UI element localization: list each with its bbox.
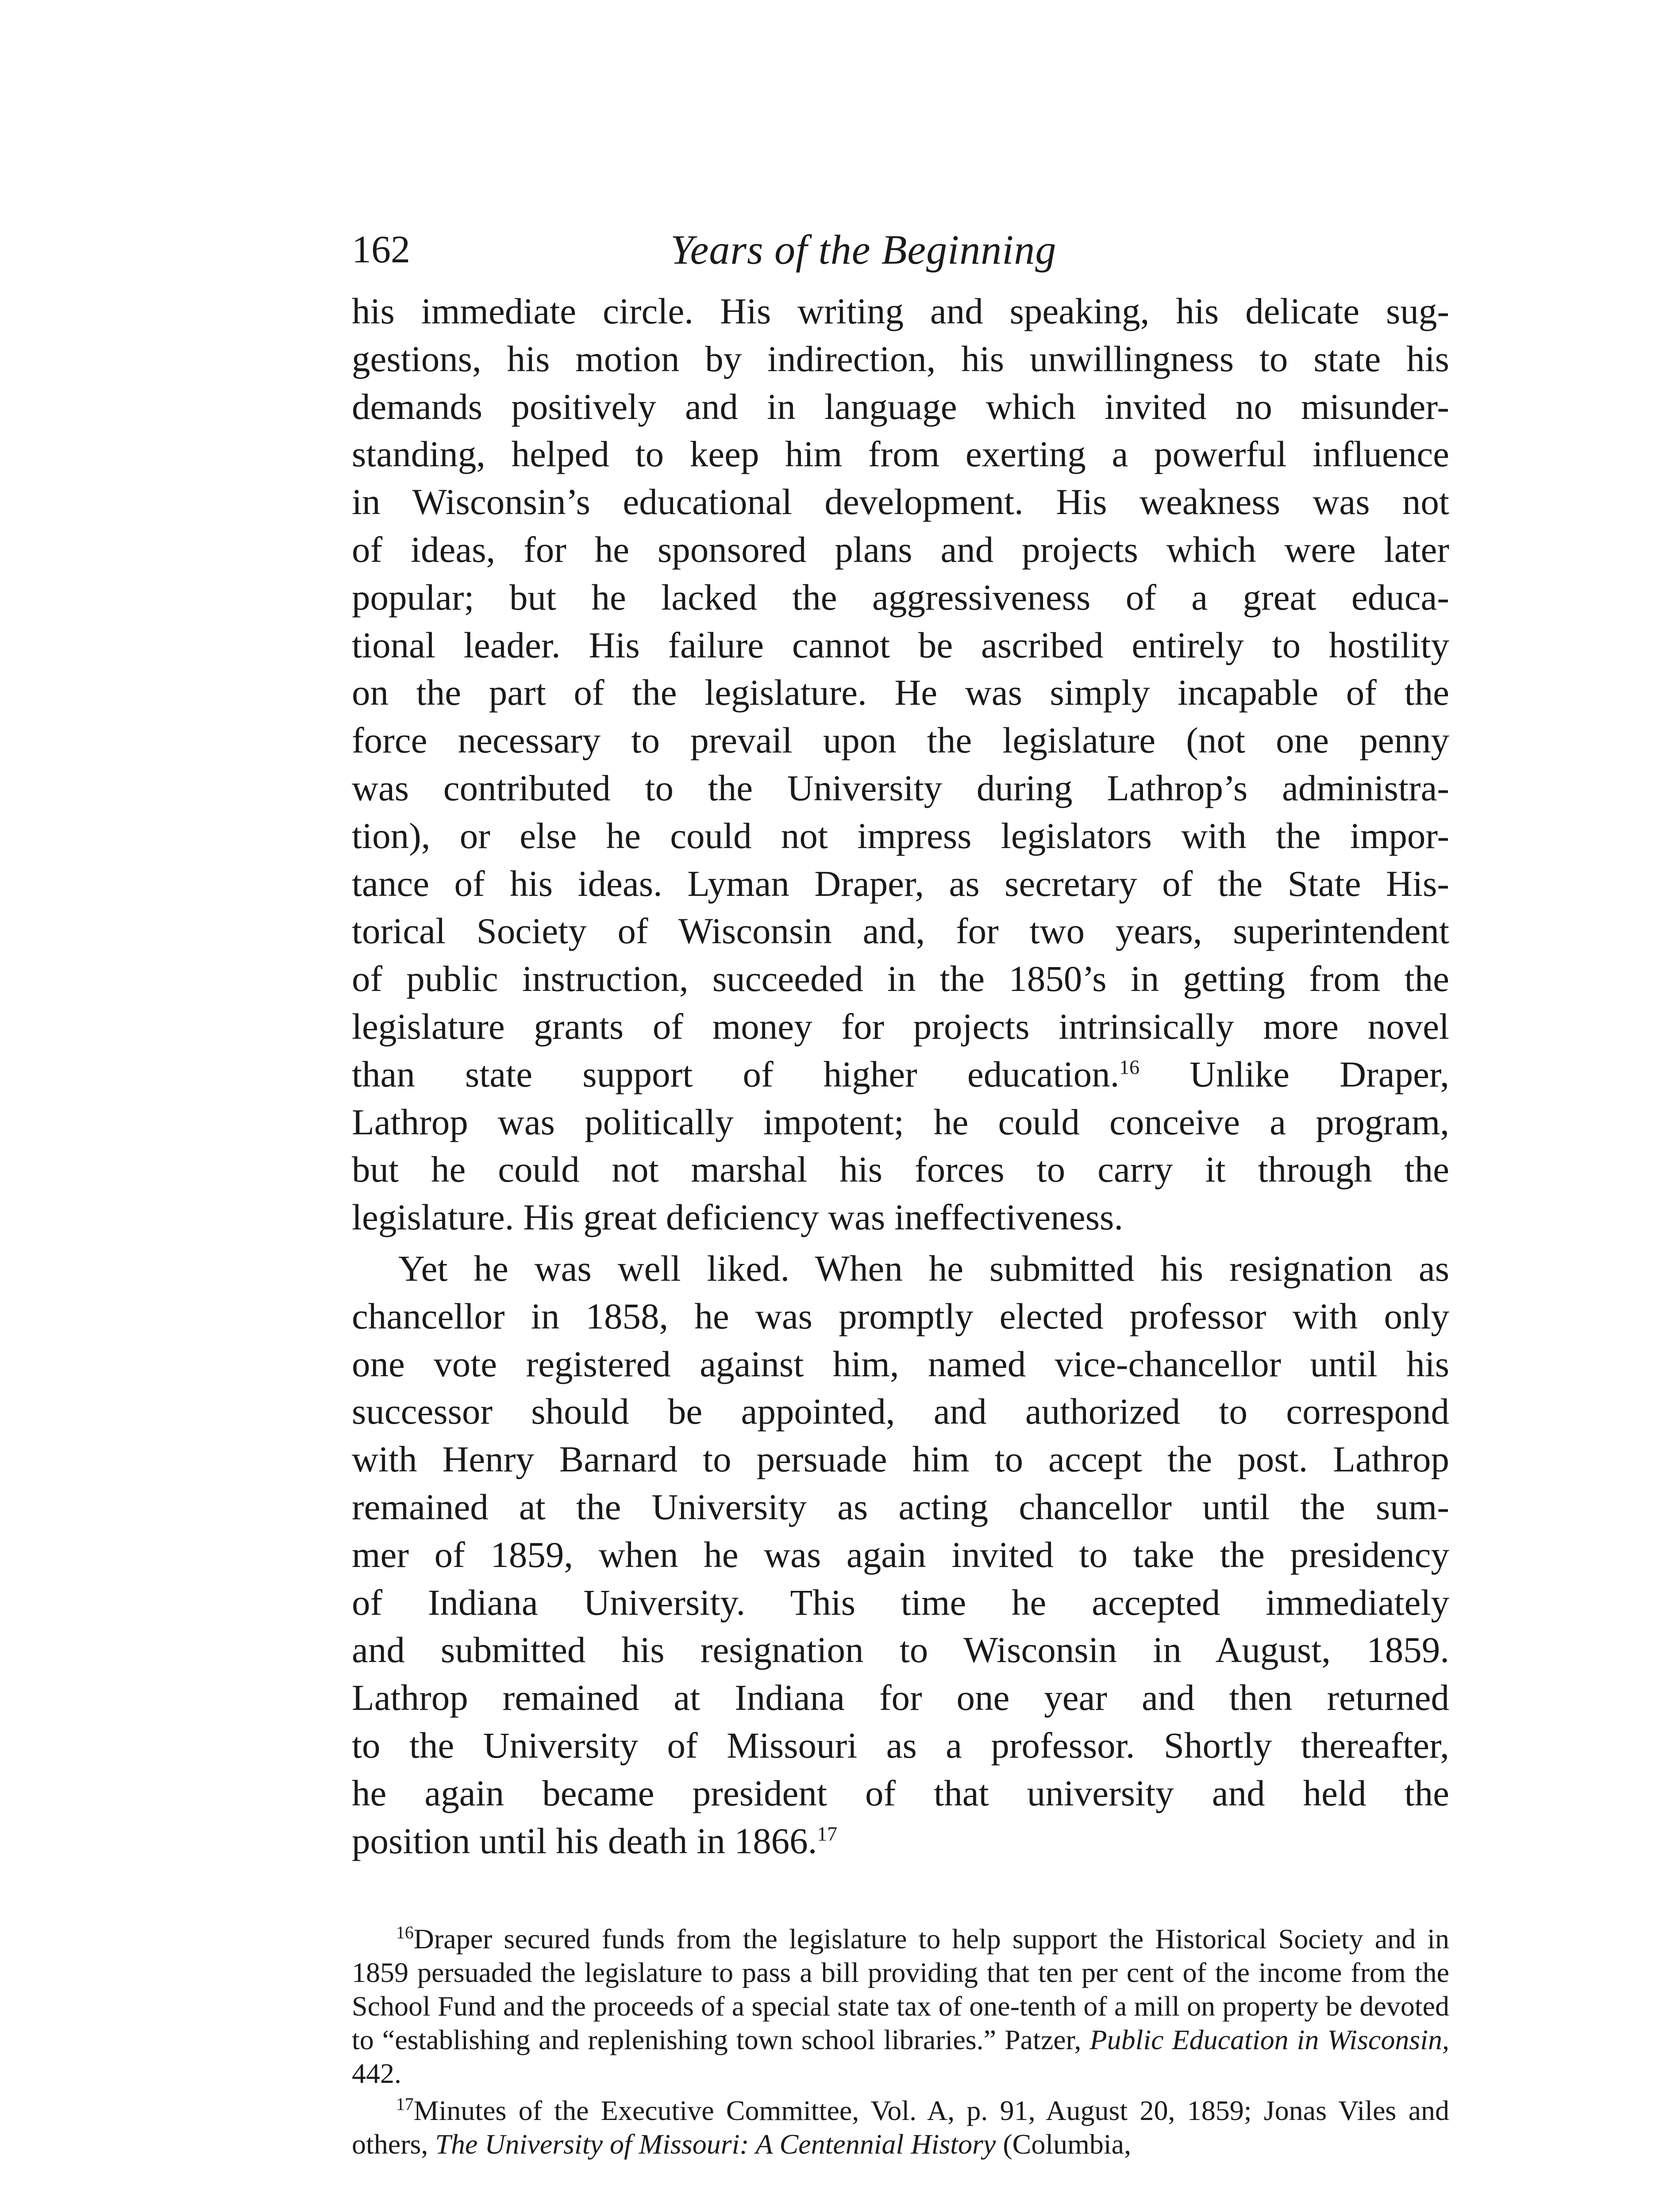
paragraph [352, 288, 1449, 1241]
line-text: position until his death in 1866. [352, 1820, 817, 1861]
footnotes [352, 1922, 1449, 2165]
body-text [352, 288, 1449, 1865]
footnote-mark: 16 [396, 1923, 414, 1943]
text-line: successor should be appointed, and authorized to correspond [352, 1391, 1449, 1432]
text-line: legislature grants of money for projects intrinsically more novel [352, 1006, 1449, 1047]
text-line: tance of his ideas. Lyman Draper, as secretary of the State His- [352, 863, 1449, 904]
paragraph [352, 1245, 1449, 1865]
text-line: and submitted his resignation to Wisconsin in August, 1859. [352, 1629, 1449, 1671]
footnote-text-tail: 442. [352, 2058, 401, 2089]
footnote-16 [352, 1922, 1449, 2090]
text-line: legislature. His great deficiency was ineffectiveness. [352, 1197, 1124, 1238]
text-line: was contributed to the University during Lathrop’s administra- [352, 767, 1449, 808]
text-line: gestions, his motion by indirection, his unwillingness to state his [352, 338, 1449, 379]
text-line: Yet he was well liked. When he submitted his resignation as [398, 1248, 1449, 1289]
footnote-text: Draper secured funds from the legislature to help support the Historical Society and in 1859 persuaded the legislature to pass a bill providing that ten per cent of the income from the School Fund and the proceeds of a special state tax of one-tenth of a mill on property be devoted to “establishing and replenishing town school libraries.” Patzer, [352, 1923, 1449, 2055]
text-line: to the University of Missouri as a professor. Shortly thereafter, [352, 1724, 1449, 1766]
text-line: tional leader. His failure cannot be ascribed entirely to hostility [352, 624, 1449, 665]
text-line: remained at the University as acting chancellor until the sum- [352, 1486, 1449, 1527]
footnote-ref-17: 17 [817, 1822, 837, 1845]
page-number: 162 [352, 228, 410, 271]
text-line: his immediate circle. His writing and speaking, his delicate sug- [352, 291, 1449, 331]
line-text: than state support of higher education. [352, 1053, 1120, 1094]
text-line-with-footnote-ref [352, 1817, 1449, 1865]
text-line: but he could not marshal his forces to carry it through the [352, 1149, 1449, 1190]
text-line: demands positively and in language which invited no misunder- [352, 386, 1449, 427]
text-line: torical Society of Wisconsin and, for two years, superintendent [352, 910, 1449, 952]
text-line: Lathrop was politically impotent; he could conceive a program, [352, 1101, 1449, 1142]
footnote-text-tail: (Columbia, [996, 2128, 1132, 2160]
text-line: popular; but he lacked the aggressiveness of a great educa- [352, 576, 1449, 618]
text-line: of public instruction, succeeded in the 1850’s in getting from the [352, 958, 1449, 999]
text-line: on the part of the legislature. He was simply incapable of the [352, 672, 1449, 713]
footnote-title: Public Education in Wisconsin, [1089, 2024, 1450, 2055]
text-line: standing, helped to keep him from exerting a powerful influence [352, 434, 1449, 475]
footnote-ref-16: 16 [1119, 1056, 1139, 1079]
text-line: in Wisconsin’s educational development. His weakness was not [352, 481, 1449, 522]
text-line-with-footnote-ref [352, 1051, 1449, 1098]
text-line: one vote registered against him, named vice-chancellor until his [352, 1343, 1449, 1384]
line-text: Unlike Draper, [1139, 1053, 1449, 1094]
text-line: force necessary to prevail upon the legislature (not one penny [352, 720, 1449, 761]
page-header [352, 221, 1449, 279]
text-line: tion), or else he could not impress legislators with the impor- [352, 815, 1449, 856]
text-line: of Indiana University. This time he accepted immediately [352, 1582, 1449, 1623]
footnote-17 [352, 2094, 1449, 2161]
text-line: mer of 1859, when he was again invited to take the presidency [352, 1534, 1449, 1575]
footnote-title: The University of Missouri: A Centennial History [435, 2128, 996, 2160]
running-title: Years of the Beginning [670, 227, 1057, 273]
text-line: chancellor in 1858, he was promptly elected professor with only [352, 1295, 1449, 1336]
text-line: Lathrop remained at Indiana for one year and then returned [352, 1677, 1449, 1718]
text-line: of ideas, for he sponsored plans and projects which were later [352, 529, 1449, 570]
footnote-text: Minutes of the Executive Committee, Vol. A, p. 91, August 20, 1859; Jonas Viles and others, [352, 2095, 1449, 2160]
footnote-mark: 17 [396, 2094, 414, 2114]
text-line: with Henry Barnard to persuade him to accept the post. Lathrop [352, 1439, 1449, 1480]
text-line: he again became president of that university and held the [352, 1772, 1449, 1813]
